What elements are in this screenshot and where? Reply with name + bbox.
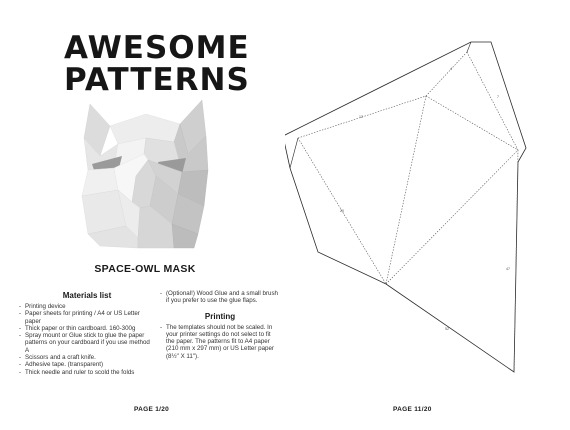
printing-list	[160, 324, 280, 360]
list-item: - Scissors and a craft knife.	[19, 354, 155, 361]
materials-list	[19, 303, 155, 376]
fold-lines	[298, 52, 518, 372]
brand-title	[64, 32, 250, 96]
owl-mask-illustration	[78, 98, 214, 250]
page-number: PAGE 1/20	[134, 406, 170, 413]
flap-edge	[290, 138, 298, 168]
product-name: SPACE-OWL MASK	[94, 263, 196, 275]
list-item: - The templates should not be scaled. In your printer settings do not select to fit the paper. The patterns fit to A4 paper (210 mm x 297 mm) or US Letter paper (8½" X 11").	[160, 324, 280, 360]
fold-label: 7	[497, 95, 499, 99]
pattern-outline	[285, 42, 526, 372]
materials-list-continued	[160, 290, 280, 305]
list-item: - Thick needle and ruler to scold the folds	[19, 369, 155, 376]
printing-heading: Printing	[204, 311, 236, 321]
brand-title-line-2: PATTERNS	[64, 62, 250, 98]
list-item: - Thick paper or thin cardboard. 160-300g	[19, 325, 155, 332]
list-item: - Spray mount or Glue stick to glue the paper patterns on your cardboard if you use method A	[19, 332, 155, 354]
printing-column	[160, 290, 280, 360]
materials-heading: Materials list	[62, 291, 112, 300]
brand-title-line-1: AWESOME	[64, 30, 250, 66]
materials-column	[19, 291, 155, 376]
fold-label: 47	[506, 267, 510, 271]
list-item: - (Optional!) Wood Glue and a small brush if you prefer to use the glue flaps.	[160, 290, 280, 305]
list-item: - Printing device	[19, 303, 155, 310]
list-item: - Adhesive tape. (transparent)	[19, 361, 155, 368]
page-number: PAGE 11/20	[393, 406, 432, 413]
list-item: - Paper sheets for printing / A4 or US Letter paper	[19, 310, 155, 325]
fold-label: 4	[450, 67, 452, 71]
fold-label: 52	[445, 327, 449, 331]
right-page	[285, 0, 570, 430]
fold-label: 12	[359, 115, 363, 119]
fold-label: 20	[340, 209, 344, 213]
fold-pattern	[285, 0, 570, 430]
